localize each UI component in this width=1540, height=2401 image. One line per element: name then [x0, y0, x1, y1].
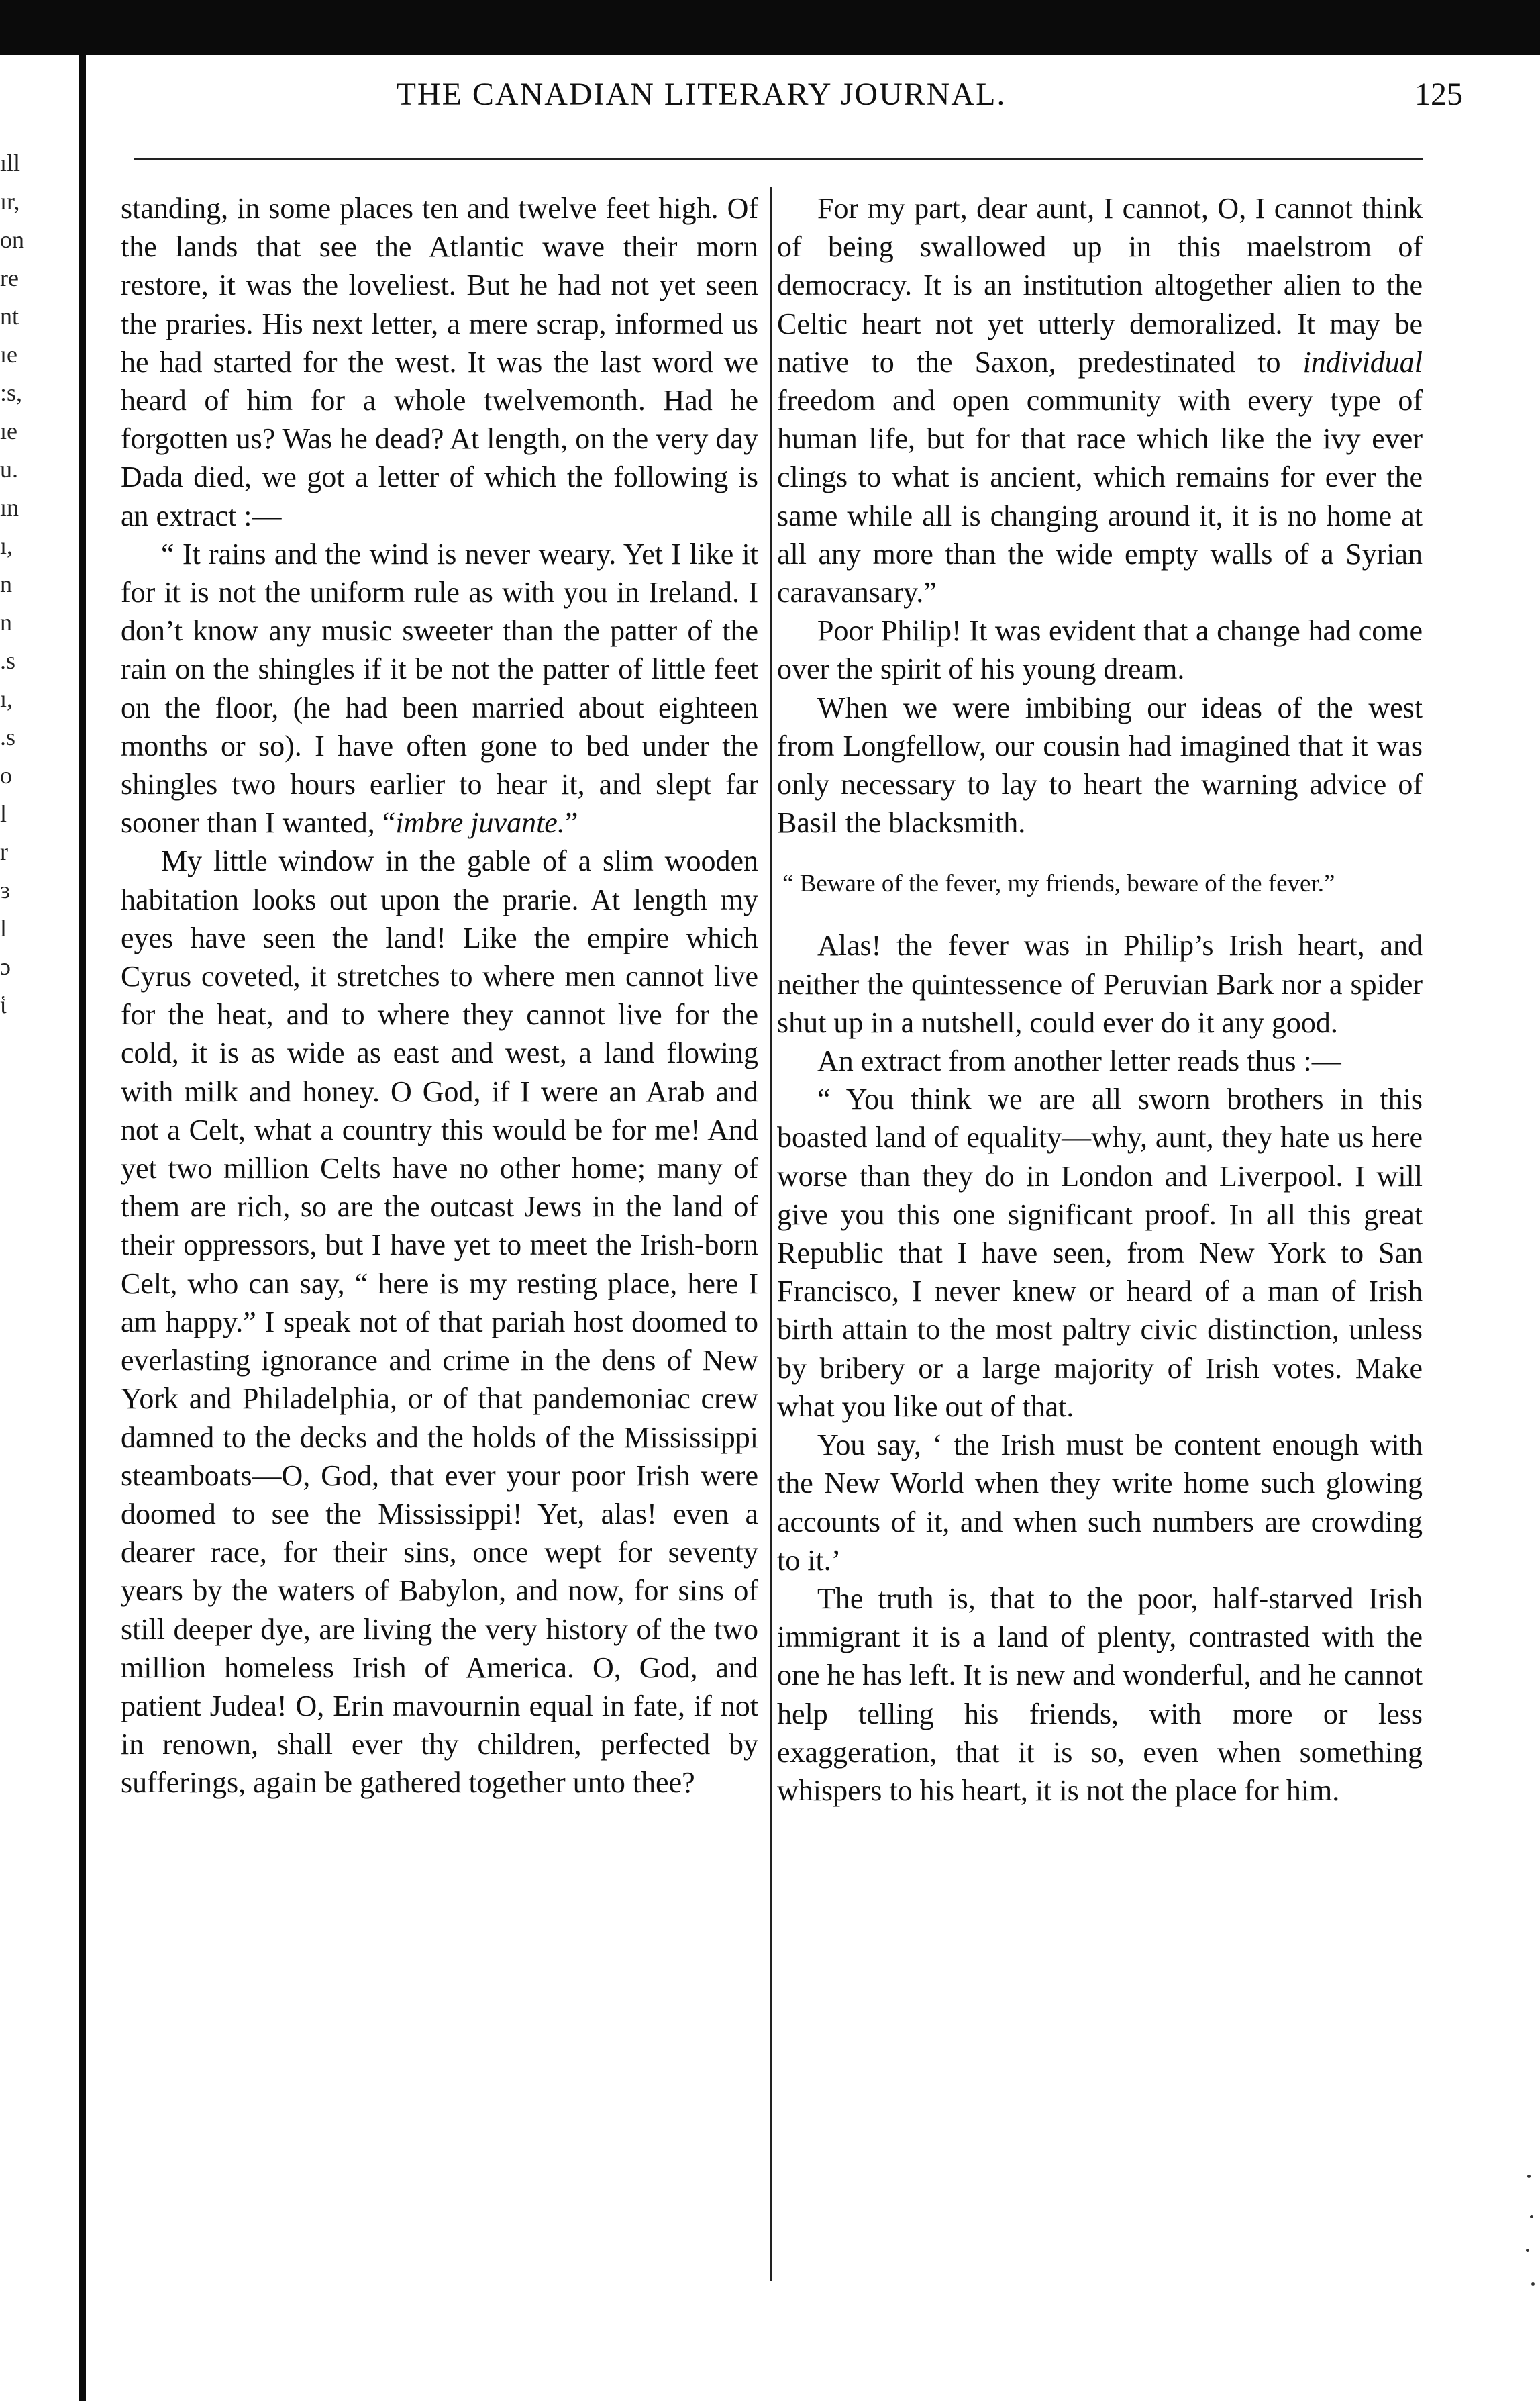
journal-title: THE CANADIAN LITERARY JOURNAL.: [396, 77, 1007, 112]
margin-fragment: ıe: [0, 418, 17, 444]
paragraph: The truth is, that to the poor, half-starved Irish immigrant it is a land of plenty, contrasted with the one he has left. It is new and wonderful, and he cannot help telling his friends, with more or less exaggeration, that it is so, even when something whispers to his heart, it is not the place for him.: [777, 1581, 1423, 1807]
margin-fragment: ır,: [0, 188, 20, 215]
margin-fragment: ıe: [0, 341, 17, 368]
margin-fragment: ɜ: [0, 877, 11, 903]
margin-fragment: on: [0, 226, 24, 253]
margin-fragment: u.: [0, 456, 18, 483]
text-run: “ It rains and the wind is never weary. Yet I like it for it is not the uniform rule as with you in Ireland. I don’t know any music sweeter than the patter of the rain on the shingles if it be not the patter of little feet on the floor, (he had been married about eighteen months or so). I have often gone to bed under the shingles two hours earlier to hear it, and slept far sooner than I wanted, “: [121, 537, 758, 840]
margin-fragment: ın: [0, 494, 19, 521]
margin-fragment: ἱ: [0, 991, 7, 1018]
paragraph: When we were imbibing our ideas of the west from Longfellow, our cousin had imagined that it was only necessary to lay to heart the warning advice of Basil the blacksmith.: [777, 691, 1423, 840]
margin-fragment: :s,: [0, 379, 23, 406]
paragraph: “ You think we are all sworn brothers in this boasted land of equality—why, aunt, they hate us here worse than they do in London and Liverpool. I will give you this one significant proof. In all this great Republic that I have seen, from New York to San Francisco, I never knew or heard of a man of Irish birth attain to the most paltry civic distinction, unless by bribery or a large majority of Irish votes. Make what you like out of that.: [777, 1083, 1423, 1423]
paragraph: Alas! the fever was in Philip’s Irish heart, and neither the quintessence of Peruvian Bark nor a spider shut up in a nutshell, could ever do it any good.: [777, 929, 1423, 1039]
margin-fragment: r: [0, 838, 8, 865]
margin-fragment: ı,: [0, 685, 13, 712]
italic-word: individual: [1302, 345, 1423, 379]
margin-fragment: re: [0, 264, 19, 291]
latin-phrase: imbre juvante.: [395, 806, 565, 840]
paragraph: Poor Philip! It was evident that a change had come over the spirit of his young dream.: [777, 614, 1423, 686]
margin-fragment: n: [0, 609, 12, 636]
paragraph-letter-extract: [121, 535, 758, 842]
text-run: ”: [564, 806, 578, 840]
page-number: 125: [1415, 77, 1463, 112]
verse-quotation: “ Beware of the fever, my friends, beware of the fever.”: [782, 870, 1335, 898]
text-run: For my part, dear aunt, I cannot, O, I cannot think of being swallowed up in this maelstrom of democracy. It is an institution altogether alien to the Celtic heart not yet utterly demoralized. It may be native to the Saxon, predestinated to: [777, 192, 1423, 379]
margin-fragment: n: [0, 571, 12, 597]
text-run: freedom and open community with every type of human life, but for that race which like the ivy ever clings to what is ancient, which remains for ever the same while all is changing around it, it is no home at all any more than the wide empty walls of a Syrian caravansary.”: [777, 384, 1423, 609]
right-column: [777, 189, 1423, 1810]
margin-fragment: l: [0, 800, 7, 827]
top-black-band: [0, 0, 1540, 55]
paragraph: You say, ‘ the Irish must be content enough with the New World when they write home such glowing accounts of it, and when such numbers are crowding to it.’: [777, 1428, 1423, 1577]
column-divider: [770, 187, 772, 2281]
margin-fragment: o: [0, 762, 12, 789]
left-column: [121, 189, 758, 1802]
margin-specks: [1522, 2175, 1538, 2296]
paragraph: My little window in the gable of a slim wooden habitation looks out upon the prarie. At length my eyes have seen the land! Like the empire which Cyrus coveted, it stretches to where men cannot live for the heat, and to where they cannot live for the cold, it is as wide as east and west, a land flowing with milk and honey. O God, if I were an Arab and not a Celt, what a country this would be for me! And yet two million Celts have no other home; many of them are rich, so are the outcast Jews in the land of their oppressors, but I have yet to meet the Irish-born Celt, who can say, “ here is my resting place, here I am happy.” I speak not of that pariah host doomed to everlasting ignorance and crime in the dens of New York and Philadelphia, or of that pandemoniac crew damned to the decks and the holds of the Mississippi steamboats—O, God, that ever your poor Irish were doomed to see the Mississippi! Yet, alas! even a dearer race, for their sins, once wept for seventy years by the waters of Babylon, and now, for sins of still deeper dye, are living the very history of the two million homeless Irish of America. O, God, and patient Judea! O, Erin mavournin equal in fate, if not in renown, shall ever thy children, perfected by sufferings, again be gathered together unto thee?: [121, 844, 758, 1800]
paragraph: standing, in some places ten and twelve feet high. Of the lands that see the Atlantic wave their morn restore, it was the loveliest. But he had not yet seen the praries. His next letter, a mere scrap, informed us he had started for the west. It was the last word we heard of him for a whole twelvemonth. Had he forgotten us? Was he dead? At length, on the very day Dada died, we got a letter of which the following is an extract :—: [121, 192, 758, 532]
margin-fragment: ı,: [0, 532, 13, 559]
header-rule: [134, 158, 1423, 160]
left-binding-rule: [79, 55, 86, 2401]
margin-fragment: .s: [0, 724, 16, 750]
margin-fragment: ɔ: [0, 953, 11, 980]
margin-fragment: ıll: [0, 150, 21, 177]
paragraph: [777, 189, 1423, 611]
running-header: [114, 72, 1463, 119]
paragraph: An extract from another letter reads thus :—: [817, 1044, 1341, 1078]
margin-fragment: .s: [0, 647, 16, 674]
margin-fragment: l: [0, 915, 7, 942]
adjacent-page-margin-fragments: [0, 144, 67, 1024]
margin-fragment: nt: [0, 303, 19, 330]
